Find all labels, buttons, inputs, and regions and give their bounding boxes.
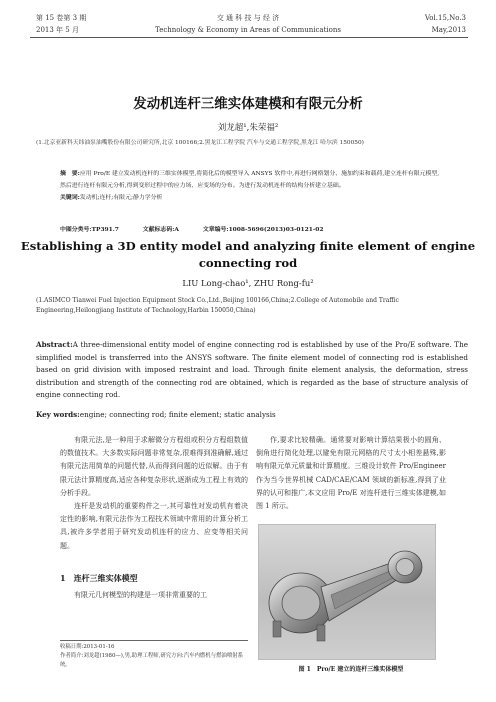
paper-title-en: Establishing a 3D entity model and analyzing finite element of engine connecting rod	[20, 239, 476, 270]
abstract-en	[36, 339, 468, 402]
article-id: 文章编号:1008-5696(2013)03-0121-02	[202, 226, 324, 233]
header-rule	[30, 37, 468, 38]
body-paragraph: 作,要求比较精确。通常要对影响计算结果极小的圆角、倒角进行简化处理,以避免有限元网格的尺寸太小相差悬殊,影响有限元单元质量和计算精度。三维设计软件 Pro/Engineer 作为当今世界机械 CAD/CAE/CAM 领域的新标准,得到了业界的认可和推广,本文应用 Pro/E 对连杆进行三维实体建模,如图 1 所示。	[256, 436, 446, 511]
abstract-en-text: A three-dimensional entity model of engine connecting rod is established by use of the Pro/E software. The simplified model is transferred into the ANSYS software. The finite element model of connecting rod is established based on grid division with imposed restraint and load. Through finite element analysis, the deformation, stress distribution and strength of the connecting rod are obtained, which is regarded as the base of structure analysis of engine connecting rod.	[36, 340, 468, 400]
keywords-cn-text: 发动机;连杆;有限元;静力学分析	[79, 195, 163, 201]
date-cn: 2013 年 5 月	[36, 26, 79, 34]
body-paragraph: 连杆是发动机的重要构件之一,其可靠性对发动机有着决定性的影响,有限元法作为工程技术领域中常用的计算分析工具,被许多学者用于研究发动机连杆的应力、应变等相关问题。	[60, 502, 248, 550]
journal-name-en: Technology & Economy in Areas of Communications	[155, 26, 341, 34]
keywords-en-text: engine; connecting rod; finite element; static analysis	[79, 410, 276, 419]
keywords-cn-label: 关键词:	[60, 194, 80, 201]
affiliation-en: (1.ASIMCO Tianwei Fuel Injection Equipment Stock Co.,Ltd.,Beijing 100166,China;2.College of Automobile and Traffic Engineering,Heilongjiang Institute of Technology,Harbin 150050,China)	[36, 297, 399, 314]
body-right-column	[256, 434, 446, 513]
abstract-en-label: Abstract:	[36, 340, 73, 349]
document-code: 文献标志码:A	[142, 226, 179, 233]
abstract-cn-text: 应用 Pro/E 建立发动机连杆的三维实体模型,将简化后的模型导入 ANSYS 软件中,再进行网格划分、施加约束和载荷,建立连杆有限元模型,然后进行连杆有限元分析,得到变形过程中的应力场、应变场的分布。为进行发动机连杆的结构分析建立基础。	[60, 171, 440, 189]
classification-meta	[60, 224, 442, 233]
journal-name-cn: 交 通 科 技 与 经 济	[216, 14, 280, 22]
author-bio: 作者简介:刘龙超(1980—),男,助理工程师,研究方向:汽车内燃机与燃油喷射系统。	[60, 653, 244, 668]
connecting-rod-illustration	[259, 525, 435, 659]
body-paragraph: 有限元法,是一种用于求解微分方程组或积分方程组数值的数值技术。大多数实际问题非常复杂,很难得到准确解,通过有限元法用简单的问题代替,从而得到问题的近似解。由于有限元法计算精度高,适应各种复杂形状,逐渐成为工程上有效的分析手段。	[60, 436, 248, 497]
section-heading: 1 连杆三维实体模型	[60, 573, 138, 583]
date-en: May,2013	[431, 26, 466, 34]
keywords-en	[36, 410, 468, 419]
abstract-cn	[60, 168, 442, 205]
received-date: 收稿日期:2013-01-16	[60, 644, 115, 650]
keywords-en-label: Key words:	[36, 410, 80, 419]
section-body	[60, 589, 248, 602]
volume-issue-cn: 第 15 卷第 3 期	[36, 14, 87, 22]
paper-title-cn: 发动机连杆三维实体建模和有限元分析	[133, 96, 363, 112]
body-left-column	[60, 434, 248, 553]
authors-en: LIU Long-chao¹, ZHU Rong-fu²	[182, 278, 314, 288]
body-paragraph: 有限元几何模型的构建是一项非常重要的工	[74, 591, 207, 599]
authors-cn: 刘龙超¹,朱荣福²	[217, 123, 279, 133]
footnote	[60, 640, 248, 670]
figure-connecting-rod	[258, 524, 436, 660]
clc-number: 中图分类号:TP391.7	[60, 226, 119, 233]
figure-caption: 图 1 Pro/E 建立的连杆三维实体模型	[298, 666, 404, 673]
volume-issue-en: Vol.15,No.3	[424, 14, 466, 22]
abstract-cn-label: 摘 要:	[60, 170, 80, 177]
affiliation-cn: (1.北京亚新科天纬油泵油嘴股份有限公司研究所,北京 100166;2.黑龙江工程学院 汽车与交通工程学院,黑龙江 哈尔滨 150050)	[36, 140, 364, 146]
